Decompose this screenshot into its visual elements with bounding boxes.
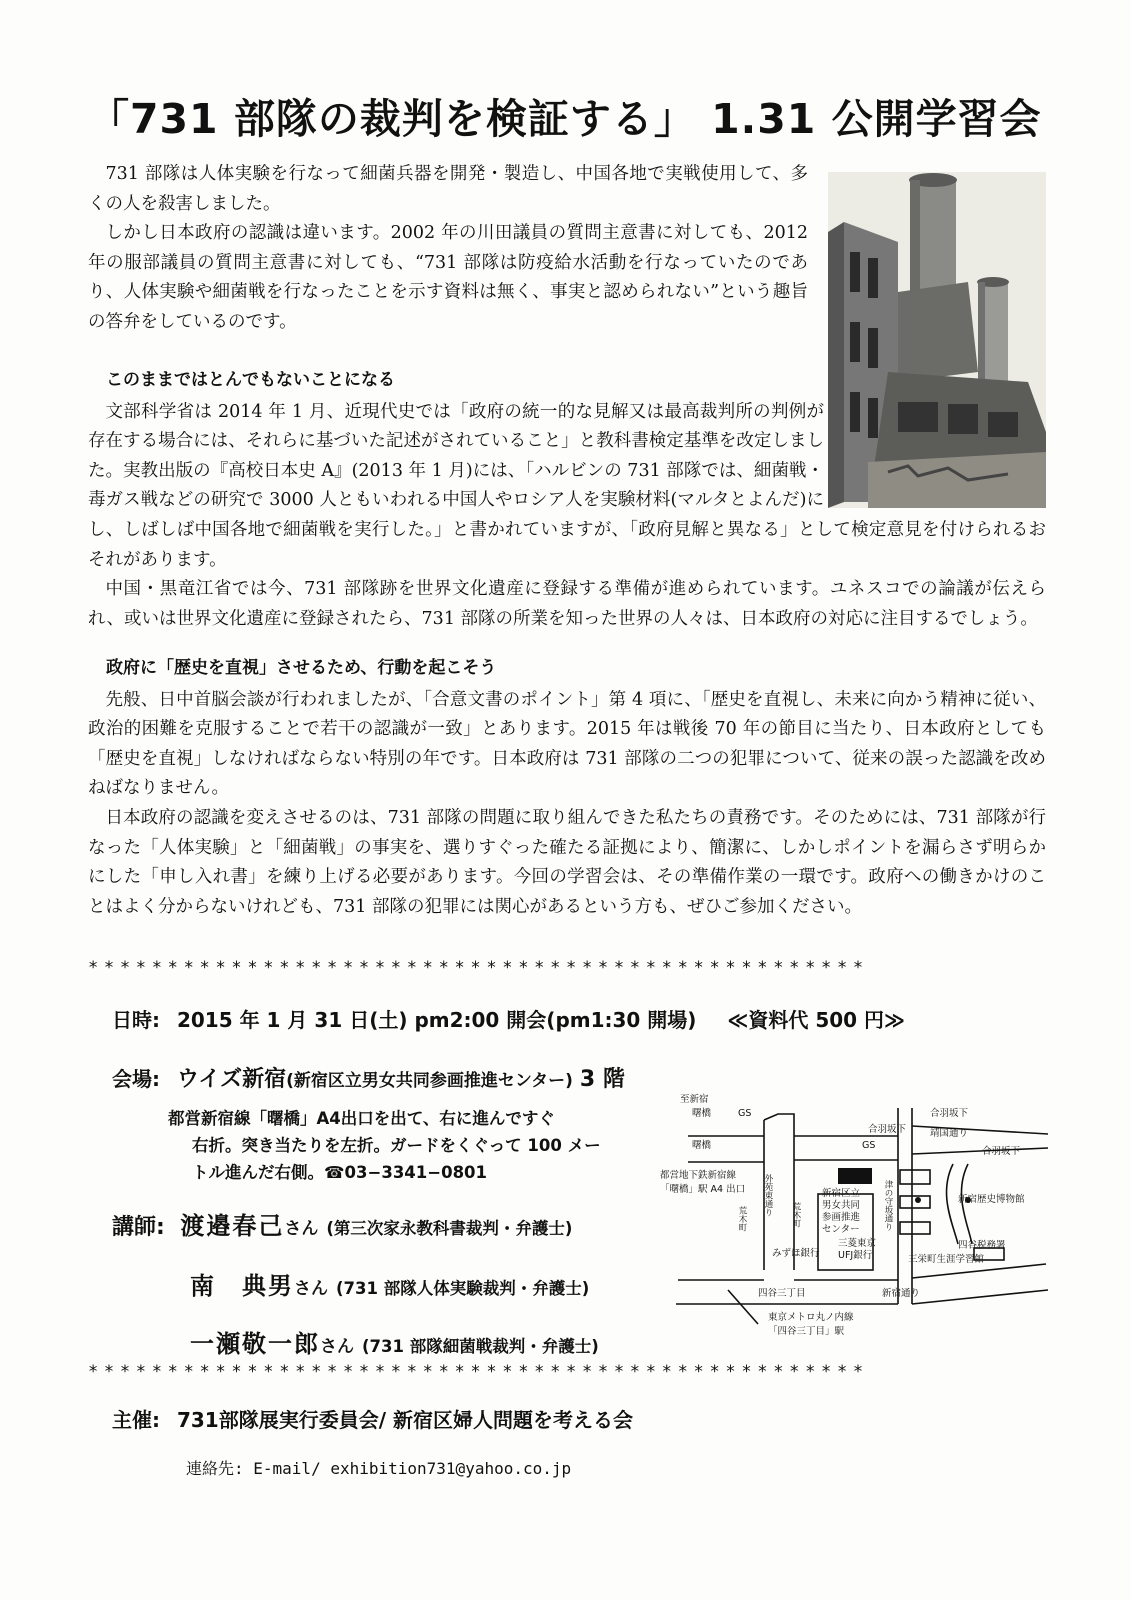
venue-line: [112, 1062, 625, 1093]
lecturer-name: 渡邉春己: [180, 1212, 285, 1240]
map-label: 曙橋: [692, 1108, 712, 1119]
venue-map: [660, 1084, 1058, 1354]
map-label: 男女共同: [822, 1200, 861, 1211]
honorific: さん: [294, 1279, 328, 1299]
map-label: 参画推進: [822, 1212, 861, 1223]
section-2-heading: 政府に「歴史を直視」させるため、行動を起こそう: [106, 658, 497, 678]
lecturer-row: [190, 1266, 589, 1301]
lecturer-row: [190, 1324, 599, 1359]
map-label: 新宿歴史博物館: [958, 1194, 1025, 1205]
intro-text: [88, 160, 808, 338]
directions-line: トル進んだ右側。☎03−3341−0801: [192, 1163, 488, 1182]
section-2-paragraph: 先般、日中首脳会談が行われましたが、「合意文書のポイント」第 4 項に、「歴史を直視し、未来に向かう精神に従い、政治的困難を克服することで若干の認識が一致」とあります。2015 年は戦後 70 年の節目に当たり、日本政府としても「歴史を直視」しなければならない特別の年です。日本政府は 731 部隊の二つの犯罪について、従来の誤った認識を改めねばなりません。: [88, 689, 1046, 799]
map-label: 四谷税務署: [958, 1240, 1006, 1251]
map-label: 合羽坂下: [982, 1146, 1021, 1157]
lecturer-name: 一瀬敬一郎: [190, 1330, 320, 1358]
map-label: 津の守坂通り: [883, 1180, 893, 1231]
organizer-line: [112, 1404, 633, 1433]
map-label: 外苑東通り: [763, 1174, 773, 1217]
map-label: 「曙橋」駅 A4 出口: [660, 1184, 746, 1195]
map-label: 合羽坂下: [868, 1124, 907, 1135]
map-label: UFJ銀行: [838, 1250, 873, 1261]
section-1-paragraph: 文部科学省は 2014 年 1 月、近現代史では「政府の統一的な見解又は最高裁判所の判例が存在する場合には、それらに基づいた記述がされていること」と教科書検定基準を改定しました。実教出版の『高校日本史 A』(2013 年 1 月)には、「ハルビンの 731 部隊では、細菌戦・毒ガス戦などの研究で 3000 人ともいわれる中国人やロシア人を実験材料(マルタとよんだ)にし、しばしば中国各地で細菌戦を実行した。」と書かれていますが、「政府見解と異なる」として検定意見を付けられるおそれがあります。: [88, 401, 1046, 570]
directions-line: 都営新宿線「曙橋」A4出口を出て、右に進んですぐ: [168, 1109, 555, 1128]
map-label: 三菱東京: [838, 1238, 877, 1249]
lecturer-role: (第三次家永教科書裁判・弁護士): [326, 1219, 573, 1238]
map-label: 荒木町: [737, 1206, 747, 1232]
map-label: 荒木町: [791, 1202, 801, 1228]
venue-floor: 3 階: [579, 1067, 625, 1092]
map-label: センター: [822, 1224, 860, 1235]
page-title: 「731 部隊の裁判を検証する」 1.31 公開学習会: [88, 95, 1042, 143]
map-label: 曙橋: [692, 1140, 712, 1151]
section-2-paragraph: 日本政府の認識を変えさせるのは、731 部隊の問題に取り組んできた私たちの責務です。そのためには、731 部隊が行なった「人体実験」と「細菌戦」の事実を、選りすぐった確たる証拠により、簡潔に、しかしポイントを漏らさず明らかにした「申し入れ書」を練り上げる必要があります。今回の学習会は、その準備作業の一環です。政府への働きかけのことはよく分からないけれども、731 部隊の犯罪には関心があるという方も、ぜひご参加ください。: [88, 807, 1046, 917]
fee-value: ≪資料代 500 円≫: [727, 1008, 905, 1032]
map-label: GS: [738, 1108, 752, 1119]
lecturer-name: 南 典男: [190, 1272, 294, 1300]
date-value: 2015 年 1 月 31 日(土) pm2:00 開会(pm1:30 開場): [176, 1008, 697, 1032]
map-label: 合羽坂下: [930, 1108, 969, 1119]
section-1: [88, 366, 1046, 634]
map-label: 至新宿: [680, 1094, 709, 1105]
map-label: 「四谷三丁目」駅: [768, 1326, 845, 1337]
star-divider-top: *************************************************: [88, 958, 869, 978]
venue-directions: [168, 1105, 648, 1186]
honorific: さん: [320, 1337, 354, 1357]
event-date-line: [112, 1004, 905, 1033]
section-1-paragraph: 中国・黒竜江省では今、731 部隊跡を世界文化遺産に登録する準備が進められています。ユネスコでの論議が伝えられ、或いは世界文化遺産に登録されたら、731 部隊の所業を知った世界の人々は、日本政府の対応に注目するでしょう。: [88, 579, 1046, 629]
lecturer-role: (731 部隊細菌戦裁判・弁護士): [362, 1337, 599, 1356]
map-label: 靖国通り: [930, 1128, 969, 1139]
star-divider-bottom: *************************************************: [88, 1362, 869, 1382]
venue-label: 会場:: [112, 1067, 160, 1091]
map-label: 新宿通り: [882, 1288, 921, 1299]
map-label: GS: [862, 1140, 876, 1151]
map-label: 三栄町生涯学習館: [908, 1254, 985, 1265]
map-label: 新宿区立: [822, 1188, 861, 1199]
venue-detail: (新宿区立男女共同参画推進センター): [286, 1071, 573, 1091]
lecturer-label: 講師:: [112, 1215, 165, 1240]
contact-line: 連絡先: E-mail/ exhibition731@yahoo.co.jp: [186, 1459, 572, 1478]
map-label: 四谷三丁目: [758, 1288, 806, 1299]
organizer-value: 731部隊展実行委員会/ 新宿区婦人問題を考える会: [176, 1408, 633, 1432]
map-label: 東京メトロ丸ノ内線: [768, 1312, 854, 1323]
lecturer-role: (731 部隊人体実験裁判・弁護士): [336, 1279, 590, 1298]
map-label: 都営地下鉄新宿線: [660, 1170, 737, 1181]
date-label: 日時:: [112, 1008, 160, 1032]
section-2: [88, 654, 1046, 922]
section-1-heading: このままではとんでもないことになる: [106, 370, 395, 390]
lecturer-row: [112, 1206, 572, 1241]
organizer-label: 主催:: [112, 1408, 160, 1432]
honorific: さん: [284, 1219, 319, 1239]
intro-paragraph: しかし日本政府の認識は違います。2002 年の川田議員の質問主意書に対しても、2012 年の服部議員の質問主意書に対しても、“731 部隊は防疫給水活動を行なっていたのであり、人体実験や細菌戦を行なったことを示す資料は無く、事実と認められない”という趣旨の答弁をしているのです。: [88, 223, 808, 332]
directions-line: 右折。突き当たりを左折。ガードをくぐって 100 メー: [192, 1136, 601, 1155]
venue-marker: [838, 1168, 872, 1184]
intro-paragraph: 731 部隊は人体実験を行なって細菌兵器を開発・製造し、中国各地で実戦使用して、多くの人を殺害しました。: [88, 164, 808, 214]
map-label: みずほ銀行: [772, 1248, 820, 1259]
photo-wrap-spacer: [824, 366, 1046, 510]
venue-name: ウイズ新宿: [176, 1067, 287, 1092]
